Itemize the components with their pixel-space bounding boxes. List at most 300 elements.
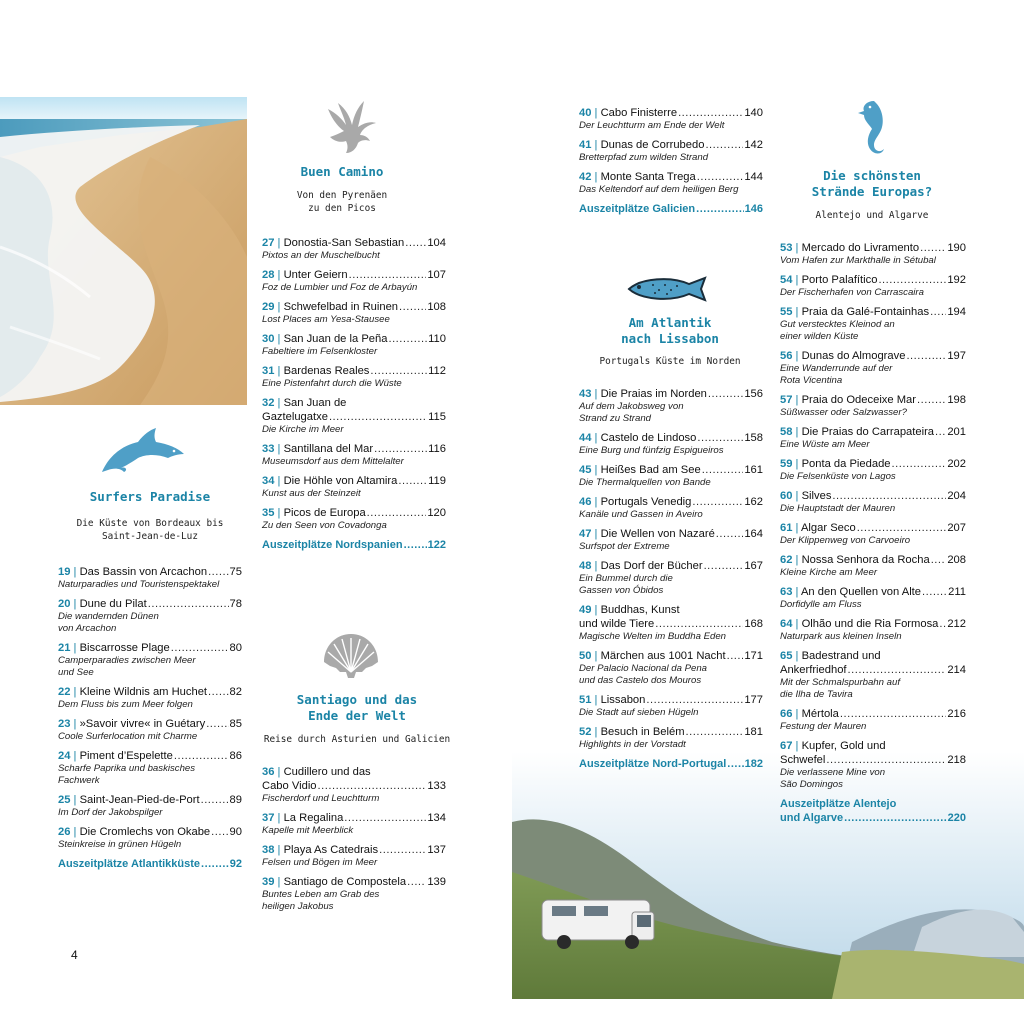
entry-number: 39 (262, 876, 275, 888)
entry-page-number: 89 (229, 794, 242, 806)
entry-separator: | (591, 107, 601, 119)
leader-dots (878, 273, 946, 287)
entry-heading (780, 241, 966, 255)
entry-description: Pixtos an der Muschelbucht (262, 250, 380, 261)
leader-dots (692, 495, 743, 509)
toc-entry[interactable] (262, 765, 446, 805)
entry-title-line (262, 538, 446, 552)
entry-description: Naturparadies und Touristenspektakel (58, 579, 220, 590)
entry-number: 22 (58, 686, 71, 698)
entry-title-text: Auszeitplätze Atlantikküste (58, 858, 201, 870)
entry-number: 23 (58, 718, 71, 730)
entry-number: 60 (780, 490, 793, 502)
section-title-straende (792, 168, 952, 200)
leader-dots (171, 641, 229, 655)
entry-number: 52 (579, 726, 592, 738)
eagle-icon (322, 99, 380, 155)
entry-separator: | (792, 554, 802, 566)
entry-description: Die Felsenküste von Lagos (780, 471, 896, 482)
auszeit-entry[interactable] (262, 538, 446, 552)
entry-description: Gut verstecktes Kleinod an (780, 319, 895, 330)
leader-dots (844, 811, 946, 825)
entry-title-text: Kupfer, Gold und (801, 740, 886, 752)
entry-page-number: 92 (229, 858, 242, 870)
fish-icon (627, 276, 709, 302)
toc-entry[interactable] (262, 364, 446, 390)
entry-heading (262, 506, 446, 520)
entry-title-text: Das Bassin von Arcachon (79, 566, 208, 578)
toc-entry[interactable] (579, 495, 763, 521)
entry-heading (780, 521, 966, 535)
toc-entry[interactable] (58, 597, 242, 635)
entry-title-text: Castelo de Lindoso (600, 432, 697, 444)
entry-number: 66 (780, 708, 793, 720)
entry-title-text: Dunas de Corrubedo (600, 139, 705, 151)
toc-entry[interactable] (262, 332, 446, 358)
entry-separator: | (591, 650, 601, 662)
entry-separator: | (274, 844, 284, 856)
entry-page-number: 112 (428, 365, 446, 377)
leader-dots (832, 489, 946, 503)
entry-title-line (780, 585, 966, 599)
entry-title-text: Märchen aus 1001 Nacht (600, 650, 726, 662)
toc-entry[interactable] (780, 521, 966, 547)
toc-entry[interactable] (58, 749, 242, 787)
toc-entry[interactable] (780, 273, 966, 299)
entry-description: Gassen von Óbidos (579, 585, 664, 596)
entry-title (579, 106, 677, 120)
entry-heading (262, 442, 446, 456)
entry-separator: | (792, 522, 801, 534)
toc-entry[interactable] (780, 739, 966, 791)
entry-description: einer wilden Küste (780, 331, 859, 342)
entry-number: 30 (262, 333, 275, 345)
entry-heading (58, 641, 242, 655)
entry-title (58, 857, 200, 871)
entry-title-text: und Algarve (780, 812, 844, 824)
toc-entry[interactable] (58, 793, 242, 819)
entry-title-text: Die Praias do Carrapateira (801, 426, 935, 438)
toc-entry[interactable] (579, 725, 763, 751)
toc-entry[interactable] (262, 506, 446, 532)
entry-description: Eine Burg und fünfzig Espigueiros (579, 445, 724, 456)
entry-number: 42 (579, 171, 592, 183)
entry-title-text: An den Quellen von Alte (800, 586, 922, 598)
entry-title-text: Monte Santa Trega (600, 171, 696, 183)
leader-dots (935, 425, 946, 439)
entry-title (780, 241, 919, 255)
entry-title-text: Saint-Jean-Pied-de-Port (79, 794, 200, 806)
entry-separator: | (274, 269, 284, 281)
entry-number: 63 (780, 586, 793, 598)
leader-dots (201, 793, 229, 807)
toc-entry[interactable] (58, 685, 242, 711)
entry-heading (58, 825, 242, 839)
entry-title-text: Ankerfriedhof (780, 664, 847, 676)
entry-number: 44 (579, 432, 592, 444)
entry-title-text: Schwefel (780, 754, 826, 766)
entry-page-number: 78 (229, 598, 242, 610)
toc-entry[interactable] (579, 649, 763, 687)
entry-title (780, 553, 930, 567)
entry-title (780, 811, 843, 825)
leader-dots (399, 300, 426, 314)
entry-title-line (262, 332, 446, 346)
subtitle-line: Die Küste von Bordeaux bis (76, 518, 224, 529)
toc-entry[interactable] (262, 474, 446, 500)
toc-entry[interactable] (780, 305, 966, 343)
leader-dots (318, 779, 427, 793)
title-line: nach Lissabon (621, 331, 719, 346)
entry-heading (58, 597, 242, 611)
toc-entry[interactable] (780, 489, 966, 515)
entry-title (579, 495, 691, 509)
entry-description: Lost Places am Yesa-Stausee (262, 314, 390, 325)
section-subtitle-surfers-paradise (55, 517, 245, 543)
title-line: Ende der Welt (308, 708, 406, 723)
entry-title-text: Praia do Odeceixe Mar (801, 394, 916, 406)
entry-page-number: 139 (427, 876, 446, 888)
leader-dots (857, 521, 947, 535)
entry-title-text: Cudillero und das (283, 766, 371, 778)
toc-entry[interactable] (579, 106, 763, 132)
entry-number: 56 (780, 350, 793, 362)
entry-description: Süßwasser oder Salzwasser? (780, 407, 907, 418)
entry-description: Die Thermalquellen von Bande (579, 477, 711, 488)
entry-description: die Ilha de Tavira (780, 689, 853, 700)
entry-title-line (579, 463, 763, 477)
entry-heading (262, 300, 446, 314)
entry-title (780, 349, 905, 363)
entry-number: 41 (579, 139, 592, 151)
entry-title (58, 685, 207, 699)
section-subtitle-santiago: Reise durch Asturien und Galicien (263, 734, 451, 745)
leader-dots (930, 305, 946, 319)
entry-page-number: 211 (948, 586, 966, 598)
section-subtitle-atlantik: Portugals Küste im Norden (599, 356, 741, 367)
entry-separator: | (792, 306, 802, 318)
entry-heading (58, 749, 242, 763)
entry-page-number: 177 (744, 694, 763, 706)
entry-title-text: Algar Seco (800, 522, 856, 534)
entry-title-text: Cabo Finisterre (600, 107, 678, 119)
toc-entry[interactable] (262, 268, 446, 294)
entry-title-text: Portugals Venedig (600, 496, 692, 508)
entry-description: Auf dem Jakobsweg von (579, 401, 684, 412)
entry-description: Surfspot der Extreme (579, 541, 670, 552)
entry-title-text: Badestrand und (801, 650, 881, 662)
entry-heading (780, 273, 966, 287)
entry-title-text: Biscarrosse Plage (79, 642, 170, 654)
entry-heading (780, 305, 966, 319)
entry-title-text: Silves (801, 490, 832, 502)
entry-title-line (780, 241, 966, 255)
entry-number: 47 (579, 528, 592, 540)
entry-page-number: 119 (428, 475, 446, 487)
toc-entry[interactable] (579, 603, 763, 643)
auszeit-title-first-line: Auszeitplätze Alentejo (780, 798, 897, 810)
entry-separator: | (70, 826, 80, 838)
leader-dots (398, 474, 427, 488)
entry-page-number: 190 (947, 242, 966, 254)
entry-title-line (780, 663, 966, 677)
entry-heading (262, 811, 446, 825)
entry-title-line (780, 393, 966, 407)
entry-number: 58 (780, 426, 793, 438)
entry-title-line (579, 170, 763, 184)
section-subtitle-straende: Alentejo und Algarve (815, 210, 929, 221)
entry-number: 43 (579, 388, 592, 400)
entry-separator: | (591, 726, 601, 738)
toc-entry[interactable] (780, 457, 966, 483)
toc-entry[interactable] (58, 641, 242, 679)
auszeit-entry[interactable] (58, 857, 242, 871)
toc-entry[interactable] (780, 241, 966, 267)
toc-entry[interactable] (579, 693, 763, 719)
toc-entry[interactable] (262, 811, 446, 837)
entry-number: 53 (780, 242, 793, 254)
entry-title-line (262, 779, 446, 793)
entry-title (579, 387, 707, 401)
entry-title-text: Die Praias im Norden (600, 388, 707, 400)
entry-description: Magische Welten im Buddha Eden (579, 631, 727, 642)
toc-entry[interactable] (579, 431, 763, 457)
entry-number: 25 (58, 794, 71, 806)
entry-title-line (780, 553, 966, 567)
toc-entry[interactable] (262, 875, 446, 913)
entry-title (58, 565, 207, 579)
leader-dots (407, 875, 426, 889)
entry-title (262, 410, 328, 424)
entry-title (58, 641, 170, 655)
entry-title (579, 170, 696, 184)
entry-description: Kapelle mit Meerblick (262, 825, 354, 836)
entry-page-number: 146 (744, 203, 763, 215)
entry-title-line (780, 811, 966, 825)
entry-description: Kunst aus der Steinzeit (262, 488, 361, 499)
toc-entry[interactable] (262, 300, 446, 326)
entry-title (58, 717, 205, 731)
entry-title-text: Buddhas, Kunst (600, 604, 680, 616)
entry-page-number: 85 (229, 718, 242, 730)
entry-separator: | (591, 604, 601, 616)
entry-title-line (58, 685, 242, 699)
entry-number: 62 (780, 554, 793, 566)
entry-page-number: 194 (947, 306, 966, 318)
entry-heading (579, 170, 763, 184)
entry-heading (780, 707, 966, 721)
toc-entry[interactable] (780, 425, 966, 451)
entry-heading (780, 649, 966, 677)
entry-number: 54 (780, 274, 793, 286)
entry-title (262, 364, 369, 378)
entry-heading (579, 527, 763, 541)
entry-title (262, 332, 387, 346)
leader-dots (344, 811, 426, 825)
leader-dots (840, 707, 946, 721)
toc-column-3a (579, 106, 763, 220)
toc-entry[interactable] (579, 527, 763, 553)
entry-description: Museumsdorf aus dem Mittelalter (262, 456, 404, 467)
entry-description: Felsen und Bögen im Meer (262, 857, 378, 868)
entry-separator: | (792, 708, 802, 720)
leader-dots (716, 527, 744, 541)
entry-heading (579, 387, 763, 401)
entry-page-number: 168 (744, 618, 763, 630)
entry-separator: | (591, 139, 601, 151)
entry-title-text: Unter Geiern (283, 269, 348, 281)
auszeit-entry[interactable] (780, 797, 966, 825)
entry-title (780, 305, 929, 319)
entry-page-number: 134 (427, 812, 446, 824)
entry-page-number: 216 (947, 708, 966, 720)
leader-dots (404, 538, 427, 552)
section-title-buen-camino: Buen Camino (300, 164, 384, 179)
subtitle-line: zu den Picos (308, 203, 376, 214)
entry-number: 46 (579, 496, 592, 508)
entry-number: 32 (262, 397, 275, 409)
leader-dots (678, 106, 743, 120)
toc-entry[interactable] (58, 565, 242, 591)
leader-dots (646, 693, 743, 707)
leader-dots (917, 393, 946, 407)
entry-title-line (780, 273, 966, 287)
toc-entry[interactable] (579, 138, 763, 164)
entry-separator: | (274, 301, 284, 313)
title-line: Die schönsten (823, 168, 921, 183)
entry-number: 26 (58, 826, 71, 838)
entry-number: 35 (262, 507, 275, 519)
entry-page-number: 80 (229, 642, 242, 654)
toc-entry[interactable] (58, 717, 242, 743)
entry-page-number: 110 (428, 333, 446, 345)
entry-separator: | (274, 507, 284, 519)
entry-title-text: Heißes Bad am See (600, 464, 701, 476)
entry-number: 49 (579, 604, 592, 616)
toc-entry[interactable] (780, 585, 966, 611)
entry-description: Eine Wanderrunde auf der (780, 363, 893, 374)
entry-description: Die Stadt auf sieben Hügeln (579, 707, 699, 718)
entry-title-first-line (780, 739, 966, 753)
entry-title-line (262, 236, 446, 250)
auszeit-entry[interactable] (579, 757, 763, 771)
entry-separator: | (792, 274, 802, 286)
entry-heading (262, 268, 446, 282)
entry-title-line (579, 431, 763, 445)
entry-page-number: 115 (428, 411, 446, 423)
entry-title-line (262, 875, 446, 889)
entry-page-number: 204 (947, 490, 966, 502)
entry-number: 27 (262, 237, 275, 249)
entry-title (58, 749, 173, 763)
toc-column-4 (780, 241, 966, 829)
entry-title (579, 202, 695, 216)
toc-entry[interactable] (262, 843, 446, 869)
entry-number: 59 (780, 458, 793, 470)
entry-title (579, 757, 726, 771)
entry-description: Kleine Kirche am Meer (780, 567, 878, 578)
toc-entry[interactable] (780, 649, 966, 701)
entry-description: Kanäle und Gassen in Aveiro (579, 509, 703, 520)
entry-page-number: 158 (744, 432, 763, 444)
leader-dots (697, 431, 743, 445)
entry-separator: | (591, 171, 601, 183)
entry-title (579, 693, 645, 707)
entry-heading (58, 717, 242, 731)
entry-title-line (262, 843, 446, 857)
seahorse-icon (856, 97, 892, 161)
entry-title (780, 617, 938, 631)
entry-heading (579, 138, 763, 152)
entry-description: von Arcachon (58, 623, 117, 634)
entry-heading (780, 393, 966, 407)
entry-title-text: Nossa Senhora da Rocha (801, 554, 930, 566)
entry-description: Eine Pistenfahrt durch die Wüste (262, 378, 402, 389)
entry-title (579, 527, 715, 541)
entry-description: heiligen Jakobus (262, 901, 334, 912)
entry-title-text: Auszeitplätze Nordspanien (262, 539, 403, 551)
toc-entry[interactable] (579, 559, 763, 597)
entry-title (780, 393, 916, 407)
entry-separator: | (792, 350, 802, 362)
entry-description: Der Palacio Nacional da Pena (579, 663, 707, 674)
entry-separator: | (792, 426, 802, 438)
entry-page-number: 202 (947, 458, 966, 470)
entry-title-text: »Savoir vivre« in Guétary (79, 718, 206, 730)
toc-entry[interactable] (780, 553, 966, 579)
entry-number: 24 (58, 750, 71, 762)
entry-title-text: Picos de Europa (283, 507, 366, 519)
entry-heading (262, 875, 446, 889)
toc-entry[interactable] (780, 349, 966, 387)
entry-title-text: Santiago de Compostela (283, 876, 407, 888)
entry-title (262, 538, 403, 552)
toc-entry[interactable] (780, 707, 966, 733)
entry-number: 55 (780, 306, 793, 318)
entry-page-number: 108 (427, 301, 446, 313)
entry-description: Fabeltiere im Felsenkloster (262, 346, 378, 357)
toc-entry[interactable] (58, 825, 242, 851)
toc-entry[interactable] (579, 463, 763, 489)
toc-entry[interactable] (780, 393, 966, 419)
entry-heading (579, 725, 763, 739)
toc-column-1 (58, 565, 242, 875)
entry-title-text: Die Cromlechs von Okabe (79, 826, 211, 838)
entry-title-text: La Regalina (283, 812, 344, 824)
entry-description: Rota Vicentina (780, 375, 843, 386)
entry-heading (262, 364, 446, 378)
toc-entry[interactable] (579, 170, 763, 196)
auszeit-entry[interactable] (579, 202, 763, 216)
entry-number: 67 (780, 740, 793, 752)
entry-description: São Domingos (780, 779, 843, 790)
leader-dots (906, 349, 946, 363)
toc-entry[interactable] (262, 396, 446, 436)
toc-entry[interactable] (780, 617, 966, 643)
entry-description: und das Castelo dos Mouros (579, 675, 702, 686)
toc-entry[interactable] (262, 442, 446, 468)
entry-heading (579, 603, 763, 631)
entry-title-line (58, 641, 242, 655)
title-line: Am Atlantik (628, 315, 712, 330)
entry-separator: | (591, 432, 601, 444)
entry-page-number: 208 (947, 554, 966, 566)
toc-entry[interactable] (262, 236, 446, 262)
entry-heading (780, 425, 966, 439)
toc-entry[interactable] (579, 387, 763, 425)
entry-page-number: 201 (947, 426, 966, 438)
entry-description: Eine Wüste am Meer (780, 439, 870, 450)
